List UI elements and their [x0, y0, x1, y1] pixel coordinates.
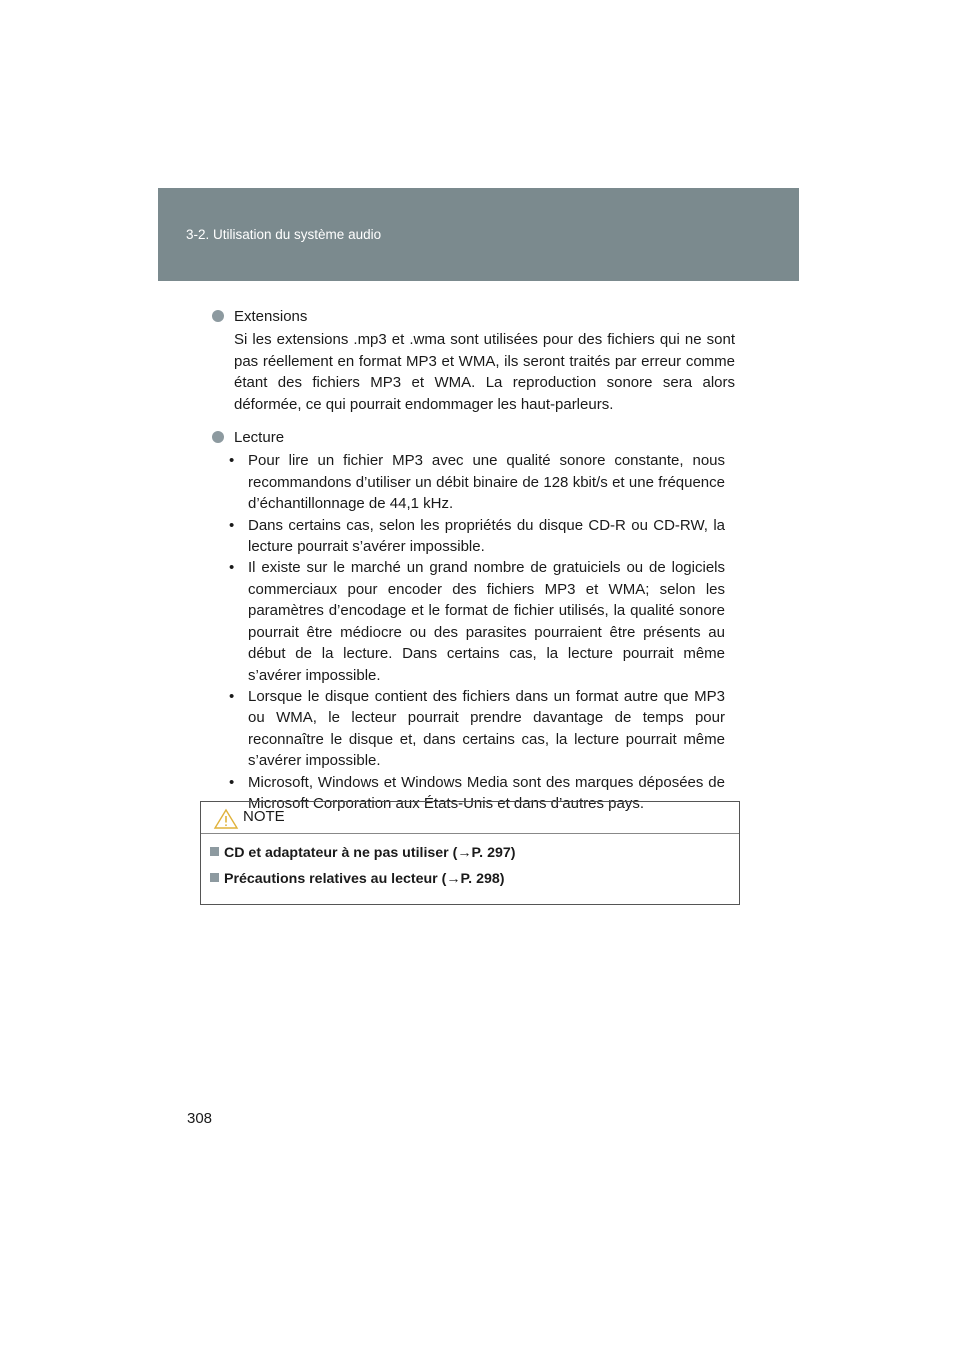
list-item: • Dans certains cas, selon les propriétés du disque CD-R ou CD-RW, la lecture pourrait s’avérer impossible. — [229, 516, 725, 556]
note-item — [210, 845, 515, 861]
round-bullet-icon — [212, 431, 224, 443]
warning-triangle-icon — [213, 808, 239, 830]
list-item: • Il existe sur le marché un grand nombre de gratuiciels ou de logiciels commerciaux pour encoder des fichiers MP3 et WMA; selon les paramètres d’encodage et le format de fichier utilisés, la qualité sonore pourrait être médiocre ou des parasites pourraient être présents au début de la lecture. Dans certains cas, la lecture pourrait même s’avérer impossible. — [229, 559, 725, 684]
note-item-text: CD et adaptateur à ne pas utiliser (→P. 297) — [224, 845, 516, 861]
list-item-text: Dans certains cas, selon les propriétés du disque CD-R ou CD-RW, la lecture pourrait s’avérer impossible. — [248, 516, 725, 556]
section-heading-lecture — [212, 427, 735, 448]
section-heading-text: Extensions — [234, 308, 308, 325]
page-number: 308 — [187, 1110, 213, 1127]
note-item-text: Précautions relatives au lecteur (→P. 298) — [224, 871, 505, 887]
list-item: • Lorsque le disque contient des fichiers dans un format autre que MP3 ou WMA, le lecteur pourrait prendre davantage de temps pour reconnaître le disque et, dans certains cas, la lecture pourrait même s’avérer impossible. — [229, 687, 725, 770]
square-bullet-icon — [210, 873, 219, 882]
list-item: • Microsoft, Windows et Windows Media sont des marques déposées de Microsoft Corporation aux États-Unis et dans d’autres pays. — [229, 773, 725, 812]
section-heading-extensions — [212, 306, 735, 327]
lecture-list — [212, 450, 735, 814]
main-content — [212, 306, 735, 814]
list-item-text: Il existe sur le marché un grand nombre de gratuiciels ou de logiciels commerciaux pour encoder des fichiers MP3 et WMA; selon les paramètres d’encodage et le format de fichier utilisés, la qualité sonore pourrait être médiocre ou des parasites pourraient être présents au début de la lecture. Dans certains cas, la lecture pourrait même s’avérer impossible. — [248, 559, 725, 684]
note-item — [210, 871, 504, 887]
list-item-text: Lorsque le disque contient des fichiers dans un format autre que MP3 ou WMA, le lecteur pourrait prendre davantage de temps pour reconnaître le disque et, dans certains cas, la lecture pourrait même s’avérer impossible. — [248, 687, 725, 770]
section-heading-text: Lecture — [234, 429, 285, 447]
note-label: NOTE — [243, 808, 285, 825]
note-header — [201, 802, 739, 834]
list-item-text: Pour lire un fichier MP3 avec une qualité sonore constante, nous recommandons d’utiliser un débit binaire de 128 kbit/s et une fréquence d’échantillonnage de 44,1 kHz. — [248, 452, 725, 513]
list-item: • Pour lire un fichier MP3 avec une qualité sonore constante, nous recommandons d’utiliser un débit binaire de 128 kbit/s et une fréquence d’échantillonnage de 44,1 kHz. — [229, 452, 725, 513]
square-bullet-icon — [210, 847, 219, 856]
section-header-band — [158, 188, 799, 281]
list-item-text: Microsoft, Windows et Windows Media sont des marques déposées de Microsoft Corporation aux États-Unis et dans d’autres pays. — [248, 773, 725, 812]
note-box — [200, 801, 740, 905]
section-title: 3-2. Utilisation du système audio — [186, 227, 382, 242]
round-bullet-icon — [212, 310, 224, 322]
section-body-extensions: Si les extensions .mp3 et .wma sont utilisées pour des fichiers qui ne sont pas réellement en format MP3 et WMA, ils seront traités par erreur comme étant des fichiers MP3 et WMA. La reproduction sonore sera alors déformée, ce qui pourrait endommager les haut-parleurs. — [234, 331, 735, 413]
